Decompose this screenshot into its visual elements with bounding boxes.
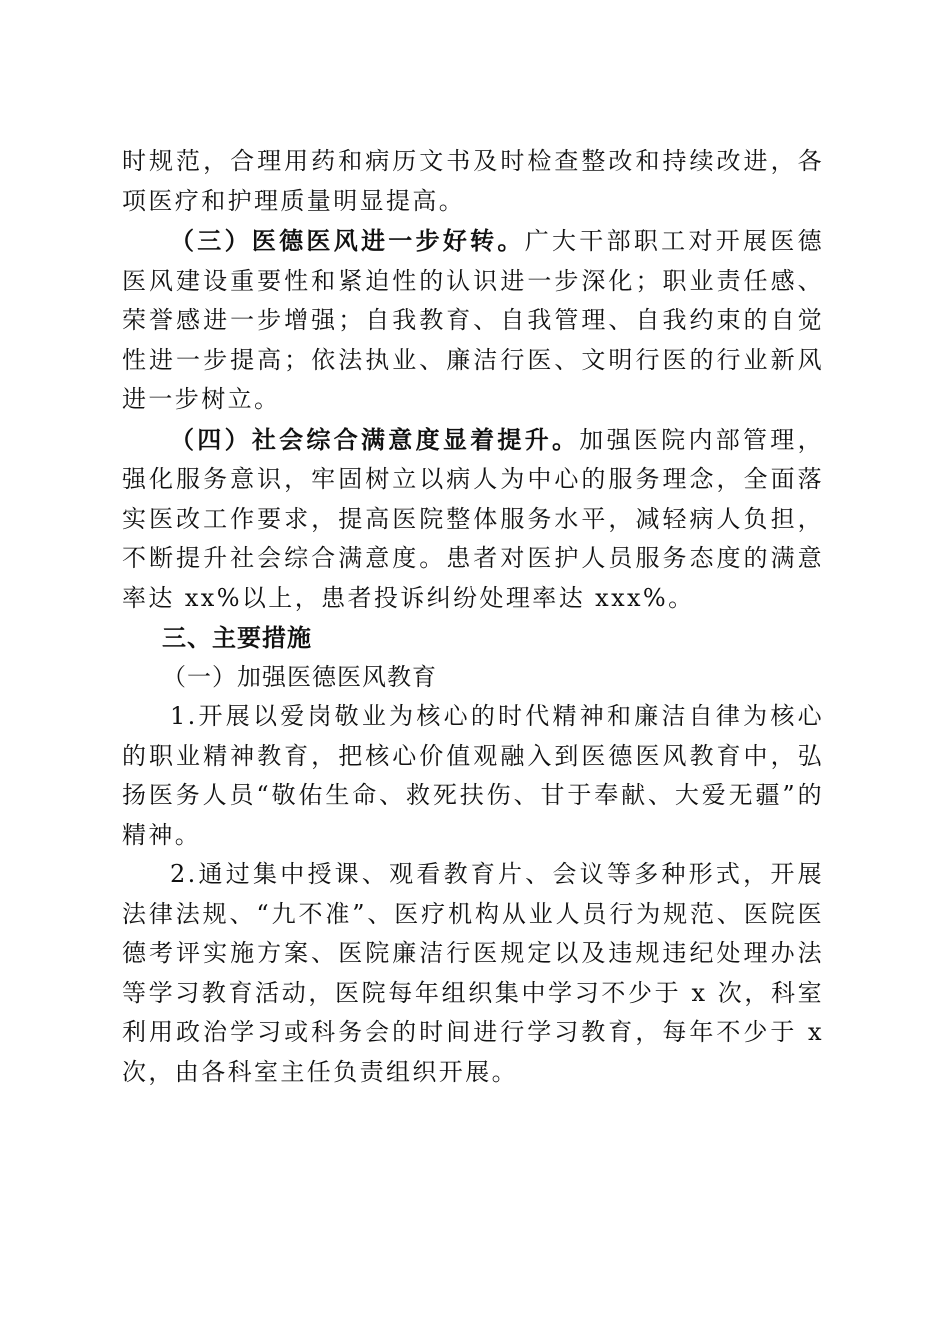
paragraph-3-body: 广大干部职工对开展医德医风建设重要性和紧迫性的认识进一步深化；职业责任感、荣誉感进一步增强；自我教育、自我管理、自我约束的自觉性进一步提高；依法执业、廉洁行医、文明行医的行业新风进一步树立。	[122, 227, 824, 413]
paragraph-4-body: 加强医院内部管理，强化服务意识，牢固树立以病人为中心的服务理念，全面落实医改工作要求，提高医院整体服务水平，减轻病人负担，不断提升社会综合满意度。患者对医护人员服务态度的满意率达 xx%以上，患者投诉纠纷处理率达 xxx%。	[122, 425, 824, 612]
list-item-2: 2.通过集中授课、观看教育片、会议等多种形式，开展法律法规、“九不准”、医疗机构从业人员行为规范、医院医德考评实施方案、医院廉洁行医规定以及违规违纪处理办法等学习教育活动，医院每年组织集中学习不少于 x 次，科室利用政治学习或科务会的时间进行学习教育，每年不少于 x 次，由各科室主任负责组织开展。	[122, 860, 824, 1086]
paragraph-continuation: 时规范，合理用药和病历文书及时检查整改和持续改进，各项医疗和护理质量明显提高。	[122, 147, 824, 215]
sub-heading: （一）加强医德医风教育	[162, 662, 437, 691]
paragraph-4-lead: （四）社会综合满意度显着提升。	[170, 424, 580, 454]
paragraph-4	[122, 420, 824, 619]
paragraph-3	[122, 221, 824, 420]
list-item-1: 1.开展以爱岗敬业为核心的时代精神和廉洁自律为核心的职业精神教育，把核心价值观融入到医德医风教育中，弘扬医务人员“敬佑生命、救死扶伤、甘于奉献、大爱无疆”的精神。	[122, 702, 824, 849]
document-page	[122, 142, 824, 1092]
section-heading: 三、主要措施	[162, 623, 312, 652]
paragraph-3-lead: （三）医德医风进一步好转。	[170, 226, 525, 255]
